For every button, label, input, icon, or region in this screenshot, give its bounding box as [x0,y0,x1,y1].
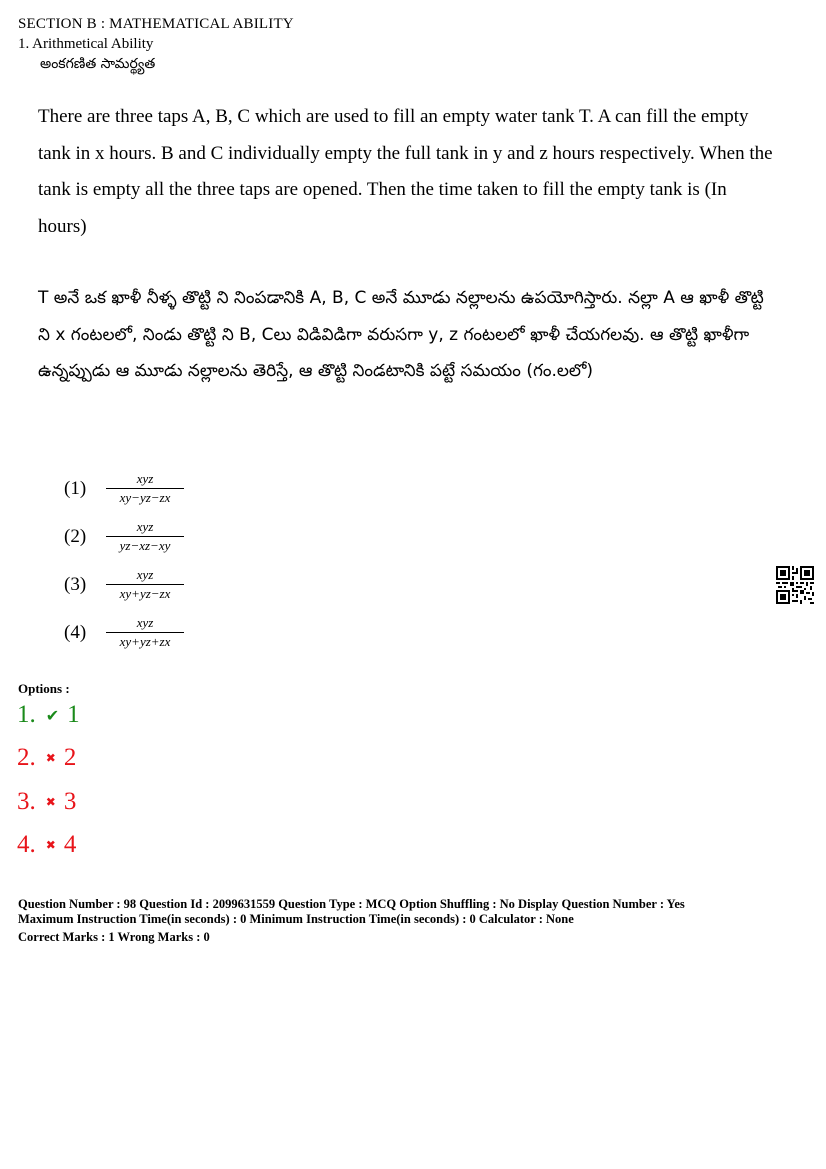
option-value: 4 [63,831,77,858]
fraction-denominator: xy+yz+zx [119,634,171,649]
option-number: 4. [17,831,36,858]
option-value: 1 [67,701,80,728]
choice-fraction [106,566,184,602]
section-title: SECTION B : MATHEMATICAL ABILITY [18,16,294,32]
question-meta-line-3: Correct Marks : 1 Wrong Marks : 0 [18,930,210,944]
question-meta-line-1: Question Number : 98 Question Id : 2099631559 Question Type : MCQ Option Shuffling : No Display Question Number : Yes [18,897,685,911]
fraction-numerator: xyz [106,518,184,537]
option-value: 3 [63,788,77,815]
option-1 [17,701,80,729]
option-2 [17,744,76,772]
check-icon: ✔ [45,705,60,725]
choice-fraction [106,518,184,554]
option-value: 2 [63,744,77,771]
fraction-numerator: xyz [106,470,184,489]
option-number: 1. [17,701,36,728]
fraction-denominator: xy−yz−zx [119,490,171,505]
choice-fraction [106,614,184,650]
question-text-telugu: T అనే ఒక ఖాళీ నీళ్ళ తొట్టి ని నింపడానికి A, B, C అనే మూడు నల్లాలను ఉపయోగిస్తారు. నల్లా A ఆ ఖాళీ తొట్టి ని x గంటలలో, నిండు తొట్టి ని B, Cలు విడివిడిగా వరుసగా y, z గంటలలో ఖాళీ చేయగలవు. ఆ తొట్టి ఖాళీగా ఉన్నప్పుడు ఆ మూడు నల్లాలను తెరిస్తే, ఆ తొట్టి నిండటానికి పట్టే సమయం (గం.లలో) [38,288,764,381]
qr-code-icon [776,566,814,604]
cross-icon: ✖ [45,795,56,809]
choice-number: (1) [64,478,87,499]
cross-icon: ✖ [45,838,56,852]
fraction-denominator: xy+yz−zx [119,586,171,601]
option-4 [17,831,76,859]
fraction-numerator: xyz [106,566,184,585]
subsection-title-telugu: అంకగణిత సామర్థ్యత [40,56,156,72]
option-number: 2. [17,744,36,771]
choice-fraction [106,470,184,506]
cross-icon: ✖ [45,751,56,765]
option-number: 3. [17,788,36,815]
fraction-denominator: yz−xz−xy [119,538,171,553]
choice-number: (3) [64,574,87,595]
option-3 [17,788,76,816]
subsection-title: 1. Arithmetical Ability [18,36,154,52]
options-label: Options : [18,681,70,696]
choice-number: (2) [64,526,87,547]
fraction-numerator: xyz [106,614,184,633]
question-meta-line-2: Maximum Instruction Time(in seconds) : 0 Minimum Instruction Time(in seconds) : 0 Calculator : None [18,912,574,926]
choice-number: (4) [64,622,87,643]
question-text-english: There are three taps A, B, C which are used to fill an empty water tank T. A can fill the empty tank in x hours. B and C individually empty the full tank in y and z hours respectively. When the tank is empty all the three taps are opened. Then the time taken to fill the empty tank is (In hours) [38,106,773,237]
